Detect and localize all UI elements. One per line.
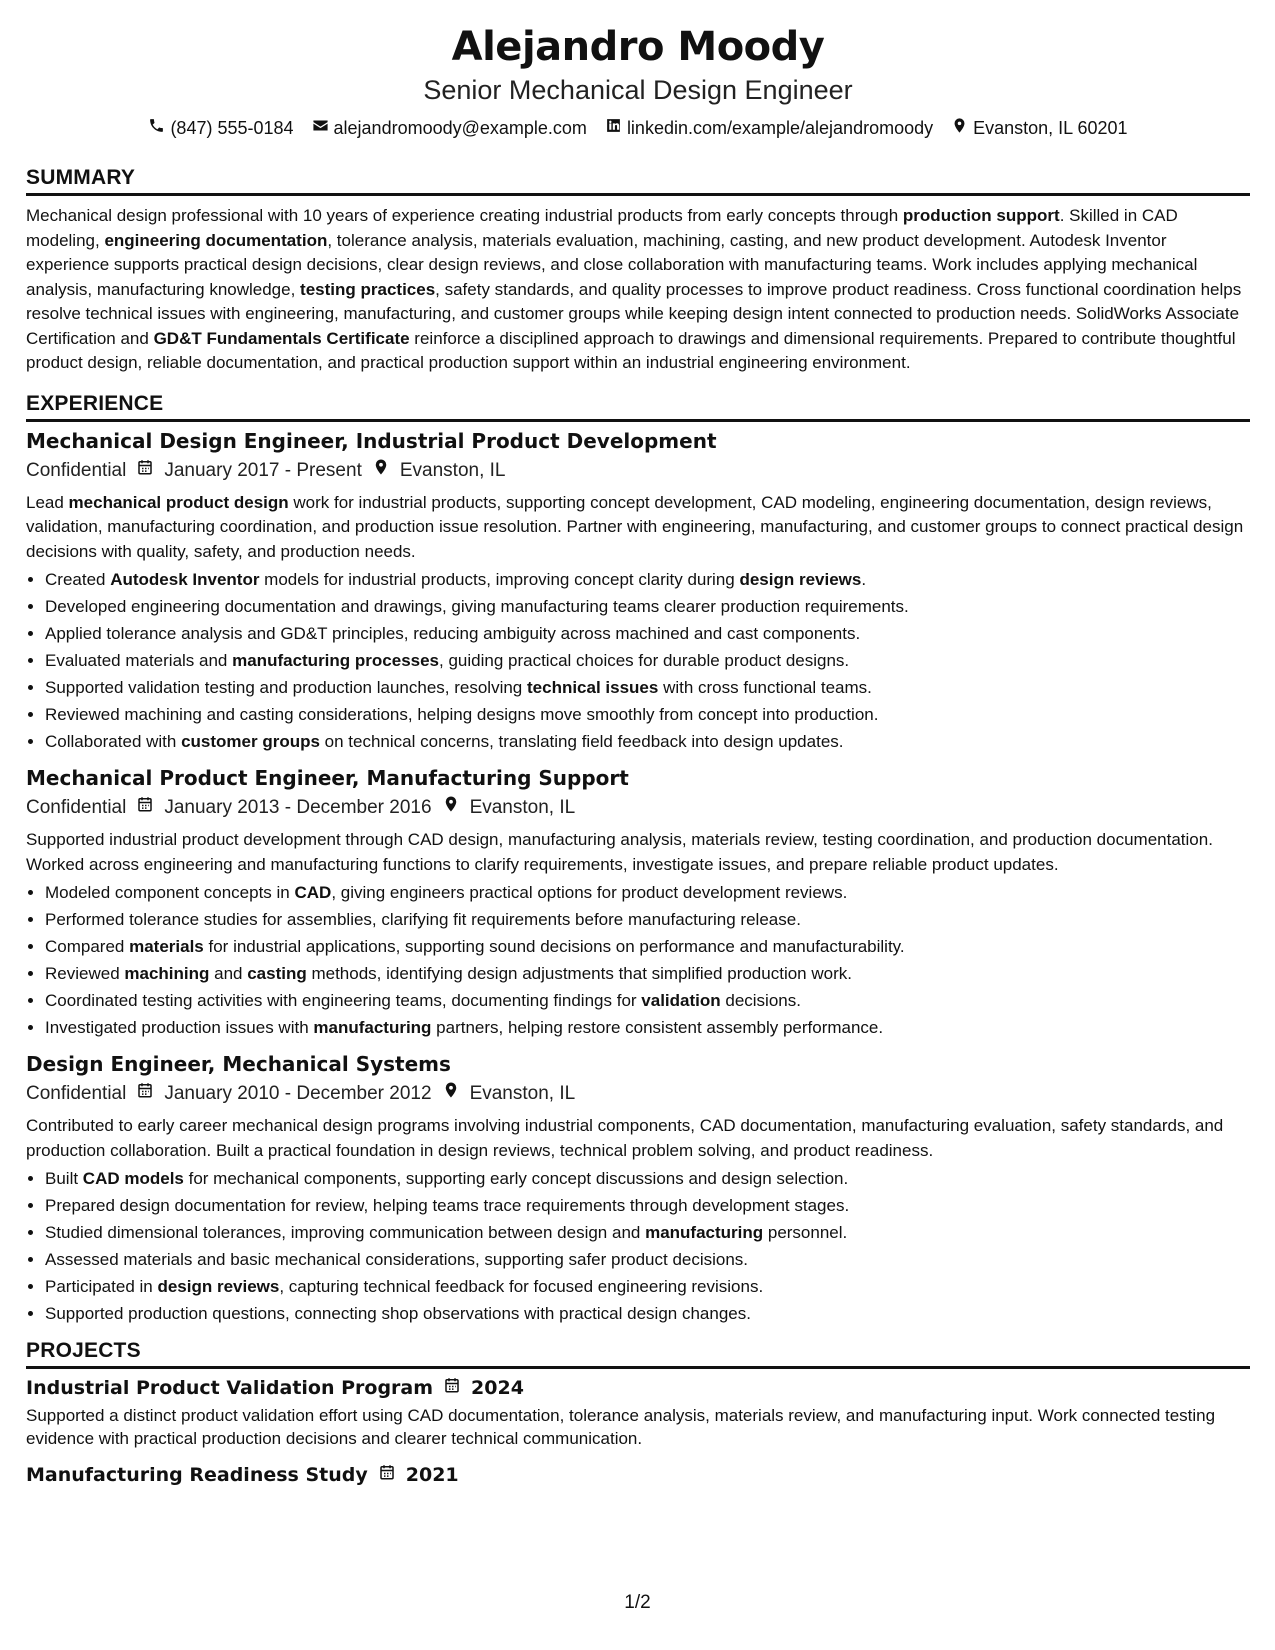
bold-text: mechanical product design — [68, 492, 289, 512]
text-run: Evaluated materials and — [45, 651, 233, 670]
text-run: models for industrial products, improving concept clarity during — [259, 570, 740, 589]
location-text: Evanston, IL 60201 — [973, 118, 1128, 138]
experience-list — [26, 428, 1250, 1328]
job-dates: January 2013 - December 2016 — [164, 797, 432, 818]
project-entry — [26, 1375, 1250, 1450]
calendar-icon — [136, 1080, 154, 1108]
text-run: Developed engineering documentation and drawings, giving manufacturing teams clearer production requirements. — [45, 597, 909, 616]
text-run: , giving engineers practical options for product development reviews. — [331, 883, 848, 902]
text-run: work for industrial products, supporting concept development, CAD modeling, engineering documentation, design reviews, validation, manufacturing coordination, and production issue resolution. Partner with engineering, manufacturing, and customer groups to connect practical design decisions with quality, safety, and production needs. — [26, 492, 1244, 561]
text-run: Supported industrial product development through CAD design, manufacturing analysis, materials review, testing coordination, and production documentation. Worked across engineering and manufacturing functions to clarify requirements, investigate issues, and prepare reliable product updates. — [26, 830, 1213, 874]
text-run: for industrial applications, supporting sound decisions on performance and manufacturability. — [203, 937, 905, 956]
bold-text: manufacturing — [645, 1223, 764, 1242]
job-summary — [26, 828, 1250, 877]
project-name: Industrial Product Validation Program — [26, 1377, 434, 1399]
job-entry — [26, 428, 1250, 756]
bold-text: CAD — [294, 883, 332, 902]
text-run: , tolerance analysis, materials evaluation, machining, casting, and new product development. Autodesk Inventor experience supports practical design decisions, clear design reviews, and close collaboration with manufacturing teams. Work includes applying mechanical analysis, manufacturing knowledge, — [26, 230, 1198, 299]
text-run: Investigated production issues with — [45, 1018, 314, 1037]
text-run: Participated in — [45, 1277, 158, 1296]
projects-list — [26, 1375, 1250, 1488]
job-location: Evanston, IL — [399, 459, 506, 481]
bold-text: GD&T Fundamentals Certificate — [153, 328, 410, 348]
text-run: Lead — [26, 492, 69, 512]
bold-text: manufacturing — [313, 1018, 432, 1037]
bullet-item — [45, 701, 1250, 728]
text-run: and — [209, 964, 248, 983]
job-meta — [26, 1080, 1250, 1108]
bullet-item — [45, 1300, 1250, 1327]
job-location: Evanston, IL — [469, 797, 576, 818]
bold-text: customer groups — [181, 732, 320, 751]
text-run: Modeled component concepts in — [45, 883, 295, 902]
text-run: personnel. — [763, 1223, 848, 1242]
project-year: 2021 — [405, 1464, 459, 1486]
resume-page — [26, 0, 1250, 1488]
text-run: methods, identifying design adjustments that simplified production work. — [306, 964, 852, 983]
bullet-item — [45, 933, 1250, 960]
project-entry — [26, 1462, 1250, 1488]
projects-heading: PROJECTS — [26, 1338, 1250, 1369]
bullet-item — [45, 593, 1250, 620]
calendar-icon — [443, 1375, 461, 1401]
job-bullets — [26, 1165, 1250, 1327]
contact-location — [951, 117, 1127, 139]
text-run: Reviewed — [45, 964, 125, 983]
text-run: reinforce a disciplined approach to drawings and dimensional requirements. Prepared to contribute thoughtful product design, reliable documentation, and practical production support within an industrial engineering environment. — [26, 328, 1236, 372]
bullet-item — [45, 620, 1250, 647]
text-run: Created — [45, 570, 111, 589]
bold-text: Autodesk Inventor — [110, 570, 260, 589]
map-pin-icon — [442, 1080, 460, 1108]
text-run: Built — [45, 1169, 83, 1188]
envelope-icon — [312, 117, 329, 139]
experience-heading: EXPERIENCE — [26, 391, 1250, 422]
linkedin-icon — [605, 117, 622, 139]
bullet-item — [45, 728, 1250, 755]
bullet-item — [45, 674, 1250, 701]
resume-header — [26, 22, 1250, 139]
calendar-icon — [136, 457, 154, 485]
contact-linkedin[interactable] — [605, 117, 933, 139]
text-run: Assessed materials and basic mechanical considerations, supporting safer product decisions. — [45, 1250, 749, 1269]
contact-bar — [26, 117, 1250, 139]
calendar-icon — [378, 1462, 396, 1488]
calendar-icon — [136, 794, 154, 822]
text-run: Performed tolerance studies for assemblies, clarifying fit requirements before manufacturing release. — [45, 910, 801, 929]
bullet-item — [45, 1165, 1250, 1192]
text-run: Collaborated with — [45, 732, 182, 751]
bold-text: design reviews — [157, 1277, 280, 1296]
job-meta — [26, 794, 1250, 822]
project-header — [26, 1375, 1250, 1401]
page-number: 1/2 — [624, 1592, 651, 1613]
text-run: , guiding practical choices for durable product designs. — [439, 651, 850, 670]
job-title: Mechanical Design Engineer, Industrial Product Development — [26, 428, 717, 453]
text-run: , capturing technical feedback for focused engineering revisions. — [279, 1277, 764, 1296]
project-year: 2024 — [471, 1377, 524, 1399]
bullet-item — [45, 906, 1250, 933]
text-run: Compared — [45, 937, 130, 956]
job-entry — [26, 765, 1250, 1041]
map-pin-icon — [372, 457, 390, 485]
contact-email[interactable] — [312, 117, 587, 139]
bullet-item — [45, 1192, 1250, 1219]
bold-text: validation — [641, 991, 721, 1010]
text-run: Studied dimensional tolerances, improving communication between design and — [45, 1223, 646, 1242]
candidate-name: Alejandro Moody — [451, 24, 825, 70]
map-pin-icon — [951, 117, 968, 139]
text-run: . Skilled in CAD modeling, — [26, 206, 1178, 250]
bold-text: engineering documentation — [104, 230, 328, 250]
bullet-item — [45, 960, 1250, 987]
text-run: on technical concerns, translating field feedback into design updates. — [319, 732, 844, 751]
summary-text — [26, 204, 1250, 376]
text-run: Contributed to early career mechanical design programs involving industrial components, CAD documentation, manufacturing evaluation, safety standards, and production collaboration. Built a practical foundation in design reviews, technical problem solving, and product readiness. — [26, 1116, 1224, 1160]
candidate-role: Senior Mechanical Design Engineer — [423, 75, 853, 105]
company-name: Confidential — [26, 459, 127, 481]
job-meta — [26, 457, 1250, 485]
email-text: alejandromoody@example.com — [333, 118, 587, 138]
bold-text: manufacturing processes — [232, 651, 440, 670]
job-location: Evanston, IL — [469, 1083, 576, 1104]
company-name: Confidential — [26, 1083, 127, 1104]
text-run: decisions. — [720, 991, 801, 1010]
bold-text: production support — [902, 206, 1060, 225]
project-header — [26, 1462, 1250, 1488]
text-run: , safety standards, and quality processes to improve product readiness. Cross functional coordination helps resolve technical issues with engineering, manufacturing, and customer groups while keeping design intent connected to production needs. SolidWorks Associate Certification and — [26, 279, 1242, 348]
bullet-item — [45, 987, 1250, 1014]
bold-text: design reviews — [739, 570, 862, 589]
bullet-item — [45, 647, 1250, 674]
text-run: . — [861, 570, 867, 589]
job-dates: January 2010 - December 2012 — [164, 1083, 432, 1104]
bold-text: CAD models — [82, 1169, 184, 1188]
bold-text: casting — [247, 964, 307, 983]
phone-text: (847) 555-0184 — [170, 118, 294, 138]
job-bullets — [26, 879, 1250, 1041]
text-run: for mechanical components, supporting early concept discussions and design selection. — [183, 1169, 849, 1188]
bullet-item — [45, 1273, 1250, 1300]
bold-text: technical issues — [527, 678, 659, 697]
map-pin-icon — [442, 794, 460, 822]
project-description: Supported a distinct product validation effort using CAD documentation, tolerance analysis, materials review, and manufacturing input. Work connected testing evidence with practical production decisions and clearer technical communication. — [26, 1406, 1216, 1448]
summary-heading: SUMMARY — [26, 165, 1250, 196]
job-summary — [26, 1114, 1250, 1163]
linkedin-text: linkedin.com/example/alejandromoody — [626, 118, 934, 138]
phone-icon — [148, 117, 165, 139]
text-run: Supported production questions, connecting shop observations with practical design changes. — [45, 1304, 751, 1323]
text-run: Reviewed machining and casting considerations, helping designs move smoothly from concept into production. — [45, 705, 879, 724]
job-title: Design Engineer, Mechanical Systems — [26, 1052, 451, 1076]
text-run: Applied tolerance analysis and GD&T principles, reducing ambiguity across machined and cast components. — [45, 624, 861, 643]
bullet-item — [45, 566, 1250, 593]
job-summary — [26, 491, 1250, 565]
bullet-item — [45, 879, 1250, 906]
job-bullets — [26, 566, 1250, 755]
bullet-item — [45, 1014, 1250, 1041]
bold-text: machining — [124, 964, 210, 983]
bullet-item — [45, 1219, 1250, 1246]
contact-phone[interactable] — [148, 117, 293, 139]
project-name: Manufacturing Readiness Study — [26, 1464, 368, 1486]
text-run: partners, helping restore consistent assembly performance. — [431, 1018, 884, 1037]
text-run: with cross functional teams. — [658, 678, 872, 697]
bullet-item — [45, 1246, 1250, 1273]
text-run: Mechanical design professional with 10 years of experience creating industrial products from early concepts through — [26, 206, 903, 225]
text-run: Prepared design documentation for review, helping teams trace requirements through development stages. — [45, 1196, 850, 1215]
bold-text: materials — [129, 937, 204, 956]
text-run: Supported validation testing and production launches, resolving — [45, 678, 527, 697]
job-entry — [26, 1051, 1250, 1327]
text-run: Coordinated testing activities with engineering teams, documenting findings for — [45, 991, 642, 1010]
job-dates: January 2017 - Present — [164, 459, 362, 481]
job-title: Mechanical Product Engineer, Manufacturing Support — [26, 766, 629, 790]
company-name: Confidential — [26, 797, 127, 818]
bold-text: testing practices — [300, 279, 436, 299]
